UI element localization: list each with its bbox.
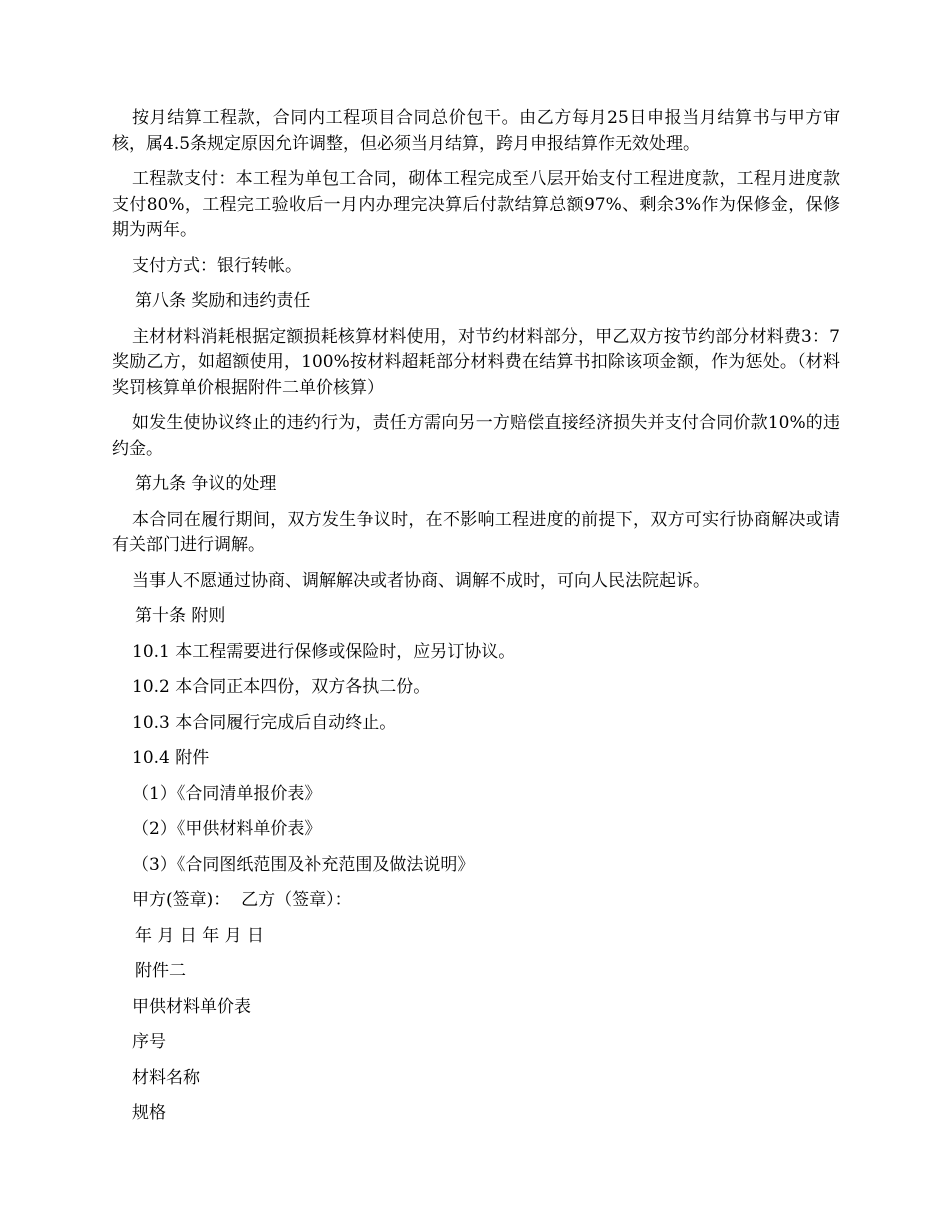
material-price-table-title: 甲供材料单价表 [132,996,251,1017]
article-10-heading: 第十条 附则 [135,606,226,626]
clause-10-1: 10.1 本工程需要进行保修或保险时，应另订协议。 [132,641,516,662]
payment-settlement-paragraph: 按月结算工程款，合同内工程项目合同总价包干。由乙方每月25日申报当月结算书与甲方审核，属4.5条规定原因允许调整，但必须当月结算，跨月申报结算作无效处理。 [112,108,840,154]
attachment-item-2: （2）《甲供材料单价表》 [132,819,322,839]
dispute-litigation-paragraph: 当事人不愿通过协商、调解解决或者协商、调解不成时，可向人民法院起诉。 [132,570,710,591]
document-page [112,106,840,1137]
signature-line: 甲方(签章)： 乙方（签章）： [132,890,352,910]
material-reward-paragraph: 主材材料消耗根据定额损耗核算材料使用，对节约材料部分，甲乙双方按节约部分材料费3：7奖励乙方，如超额使用，100%按材料超耗部分材料费在结算书扣除该项金额，作为惩处。（材料奖罚核算单价根据附件二单价核算） [112,326,840,398]
breach-penalty-paragraph: 如发生使协议终止的违约行为，责任方需向另一方赔偿直接经济损失并支付合同价款10%的违约金。 [112,413,840,459]
dispute-negotiation-paragraph: 本合同在履行期间，双方发生争议时，在不影响工程进度的前提下，双方可实行协商解决或请有关部门进行调解。 [112,509,840,555]
attachment-item-3: （3）《合同图纸范围及补充范围及做法说明》 [132,854,475,875]
appendix-2-heading: 附件二 [135,961,186,981]
payment-terms-paragraph: 工程款支付：本工程为单包工合同，砌体工程完成至八层开始支付工程进度款，工程月进度款支付80%，工程完工验收后一月内办理完决算后付款结算总额97%、剩余3%作为保修金，保修期为两年。 [112,169,840,240]
clause-10-3: 10.3 本合同履行完成后自动终止。 [132,712,397,733]
attachment-item-1: （1）《合同清单报价表》 [132,783,322,804]
article-8-heading: 第八条 奖励和违约责任 [135,291,311,311]
clause-10-2: 10.2 本合同正本四份，双方各执二份。 [132,677,431,697]
clause-10-4: 10.4 附件 [132,748,210,768]
table-header-material-name: 材料名称 [132,1067,200,1088]
table-header-specification: 规格 [132,1103,166,1123]
date-line: 年 月 日 年 月 日 [135,925,265,946]
article-9-heading: 第九条 争议的处理 [135,474,277,494]
table-header-serial-number: 序号 [132,1032,166,1052]
payment-method-paragraph: 支付方式：银行转帐。 [132,255,302,276]
